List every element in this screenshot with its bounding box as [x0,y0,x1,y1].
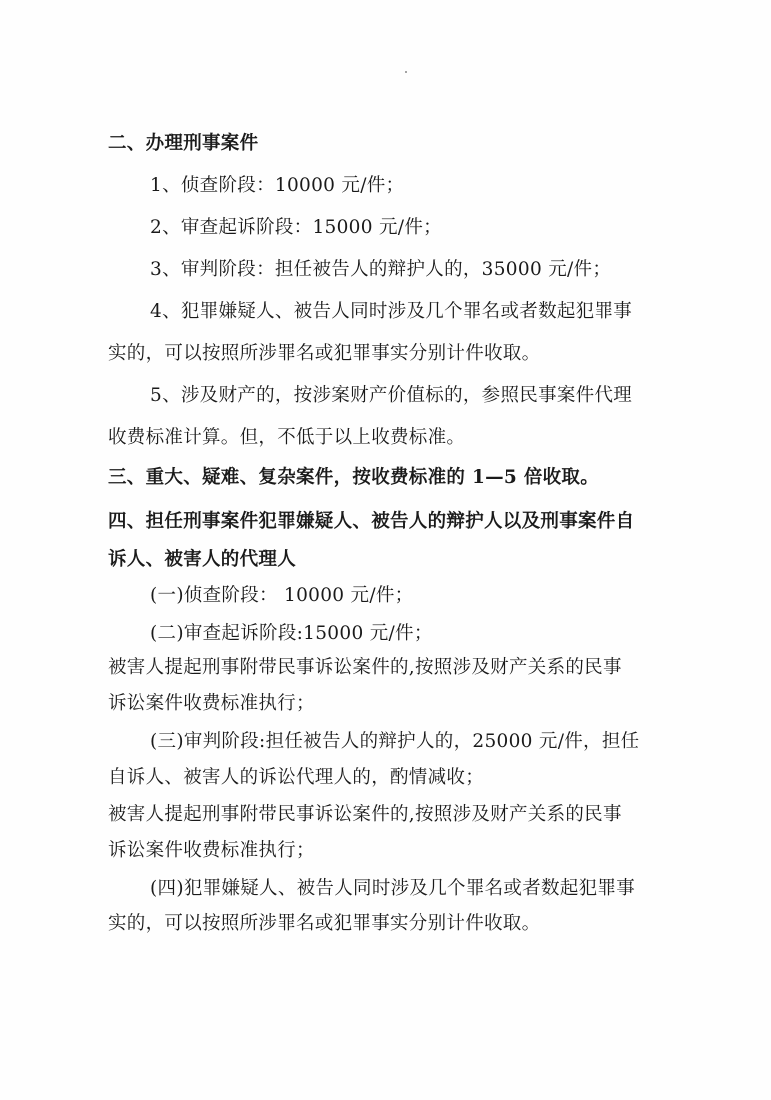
s4-item3-note-line2: 诉讼案件收费标准执行； [108,840,315,861]
s4-item3-line1: (三)审判阶段:担任被告人的辩护人的，25000 元/件，担任 [150,731,640,752]
s4-item1: (一)侦查阶段： 10000 元/件； [150,585,414,606]
s2-item3: 3、审判阶段：担任被告人的辩护人的，35000 元/件； [150,259,612,280]
s2-item5-line1: 5、涉及财产的，按涉案财产价值标的，参照民事案件代理 [150,385,633,406]
s2-item5-line2: 收费标准计算。但，不低于以上收费标准。 [108,427,466,448]
section3-heading: 三、重大、疑难、复杂案件，按收费标准的 1—5 倍收取。 [108,467,600,488]
s4-item4-line2: 实的，可以按照所涉罪名或犯罪事实分别计件收取。 [108,913,541,934]
scan-speck [405,71,407,73]
section2-heading: 二、办理刑事案件 [108,133,259,154]
s4-item3-line2: 自诉人、被害人的诉讼代理人的，酌情减收； [108,767,485,788]
s2-item2: 2、审查起诉阶段：15000 元/件； [150,217,442,238]
section4-heading-line2: 诉人、被害人的代理人 [108,549,297,570]
s4-item3-note-line1: 被害人提起刑事附带民事诉讼案件的,按照涉及财产关系的民事 [108,804,622,825]
s4-item4-line1: (四)犯罪嫌疑人、被告人同时涉及几个罪名或者数起犯罪事 [150,878,636,899]
s2-item4-line1: 4、犯罪嫌疑人、被告人同时涉及几个罪名或者数起犯罪事 [150,301,633,322]
s4-item2-note-line2: 诉讼案件收费标准执行； [108,693,315,714]
s4-item2-note-line1: 被害人提起刑事附带民事诉讼案件的,按照涉及财产关系的民事 [108,657,622,678]
section4-heading-line1: 四、担任刑事案件犯罪嫌疑人、被告人的辩护人以及刑事案件自 [108,511,635,532]
s2-item4-line2: 实的，可以按照所涉罪名或犯罪事实分别计件收取。 [108,343,541,364]
s4-item2: (二)审查起诉阶段:15000 元/件； [150,623,433,644]
s2-item1: 1、侦查阶段：10000 元/件； [150,175,405,196]
